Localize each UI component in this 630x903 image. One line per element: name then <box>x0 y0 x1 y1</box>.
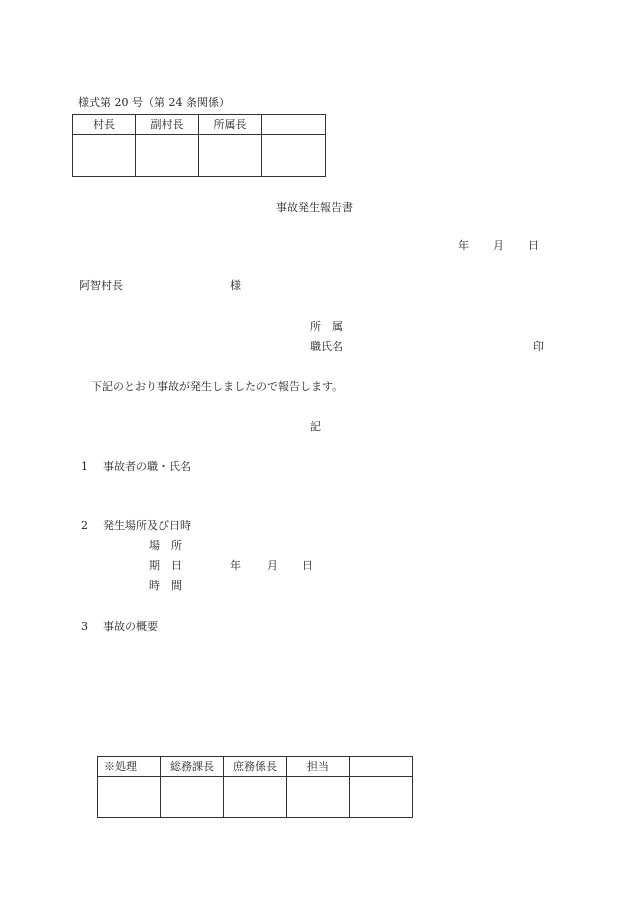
time-label: 時 間 <box>149 579 182 592</box>
occurrence-day: 日 <box>302 559 313 572</box>
reporter-name-label: 職氏名 <box>310 340 343 353</box>
item-2-number: 2 <box>81 519 88 532</box>
approval-header-department-head: 所属長 <box>199 115 262 135</box>
approval-header-blank <box>262 115 326 135</box>
reporter-affiliation-label: 所 属 <box>310 320 343 333</box>
ki-heading: 記 <box>310 420 321 433</box>
item-2-label: 発生場所及び日時 <box>103 519 191 532</box>
processing-header-label: ※処理 <box>98 757 161 777</box>
addressee-name: 阿智村長 <box>79 279 123 292</box>
item-1-label: 事故者の職・氏名 <box>103 460 191 473</box>
approval-table <box>72 114 326 177</box>
form-number: 様式第 20 号（第 24 条関係） <box>78 96 230 109</box>
processing-stamp-cell <box>224 777 287 818</box>
item-1-number: 1 <box>81 460 88 473</box>
date-year: 年 <box>458 239 469 252</box>
processing-header-general-affairs-chief: 総務課長 <box>161 757 224 777</box>
approval-stamp-cell <box>73 135 136 177</box>
document-title: 事故発生報告書 <box>276 201 353 214</box>
intro-text: 下記のとおり事故が発生しましたので報告します。 <box>91 380 344 393</box>
approval-stamp-cell <box>136 135 199 177</box>
approval-header-deputy-mayor: 副村長 <box>136 115 199 135</box>
approval-stamp-cell <box>262 135 326 177</box>
seal-mark: 印 <box>533 340 544 353</box>
place-label: 場 所 <box>149 539 182 552</box>
processing-header-clerical-chief: 庶務係長 <box>224 757 287 777</box>
processing-stamp-cell <box>350 777 413 818</box>
approval-stamp-cell <box>199 135 262 177</box>
date-month: 月 <box>493 239 504 252</box>
approval-header-mayor: 村長 <box>73 115 136 135</box>
item-3-number: 3 <box>81 620 88 633</box>
processing-header-person-in-charge: 担当 <box>287 757 350 777</box>
processing-table <box>97 756 413 818</box>
processing-stamp-cell <box>98 777 161 818</box>
processing-stamp-cell <box>161 777 224 818</box>
occurrence-year: 年 <box>230 559 241 572</box>
addressee-honorific: 様 <box>230 279 241 292</box>
item-3-label: 事故の概要 <box>103 620 158 633</box>
processing-stamp-cell <box>287 777 350 818</box>
date-day: 日 <box>528 239 539 252</box>
processing-header-blank <box>350 757 413 777</box>
occurrence-month: 月 <box>267 559 278 572</box>
date-label: 期 日 <box>149 559 182 572</box>
